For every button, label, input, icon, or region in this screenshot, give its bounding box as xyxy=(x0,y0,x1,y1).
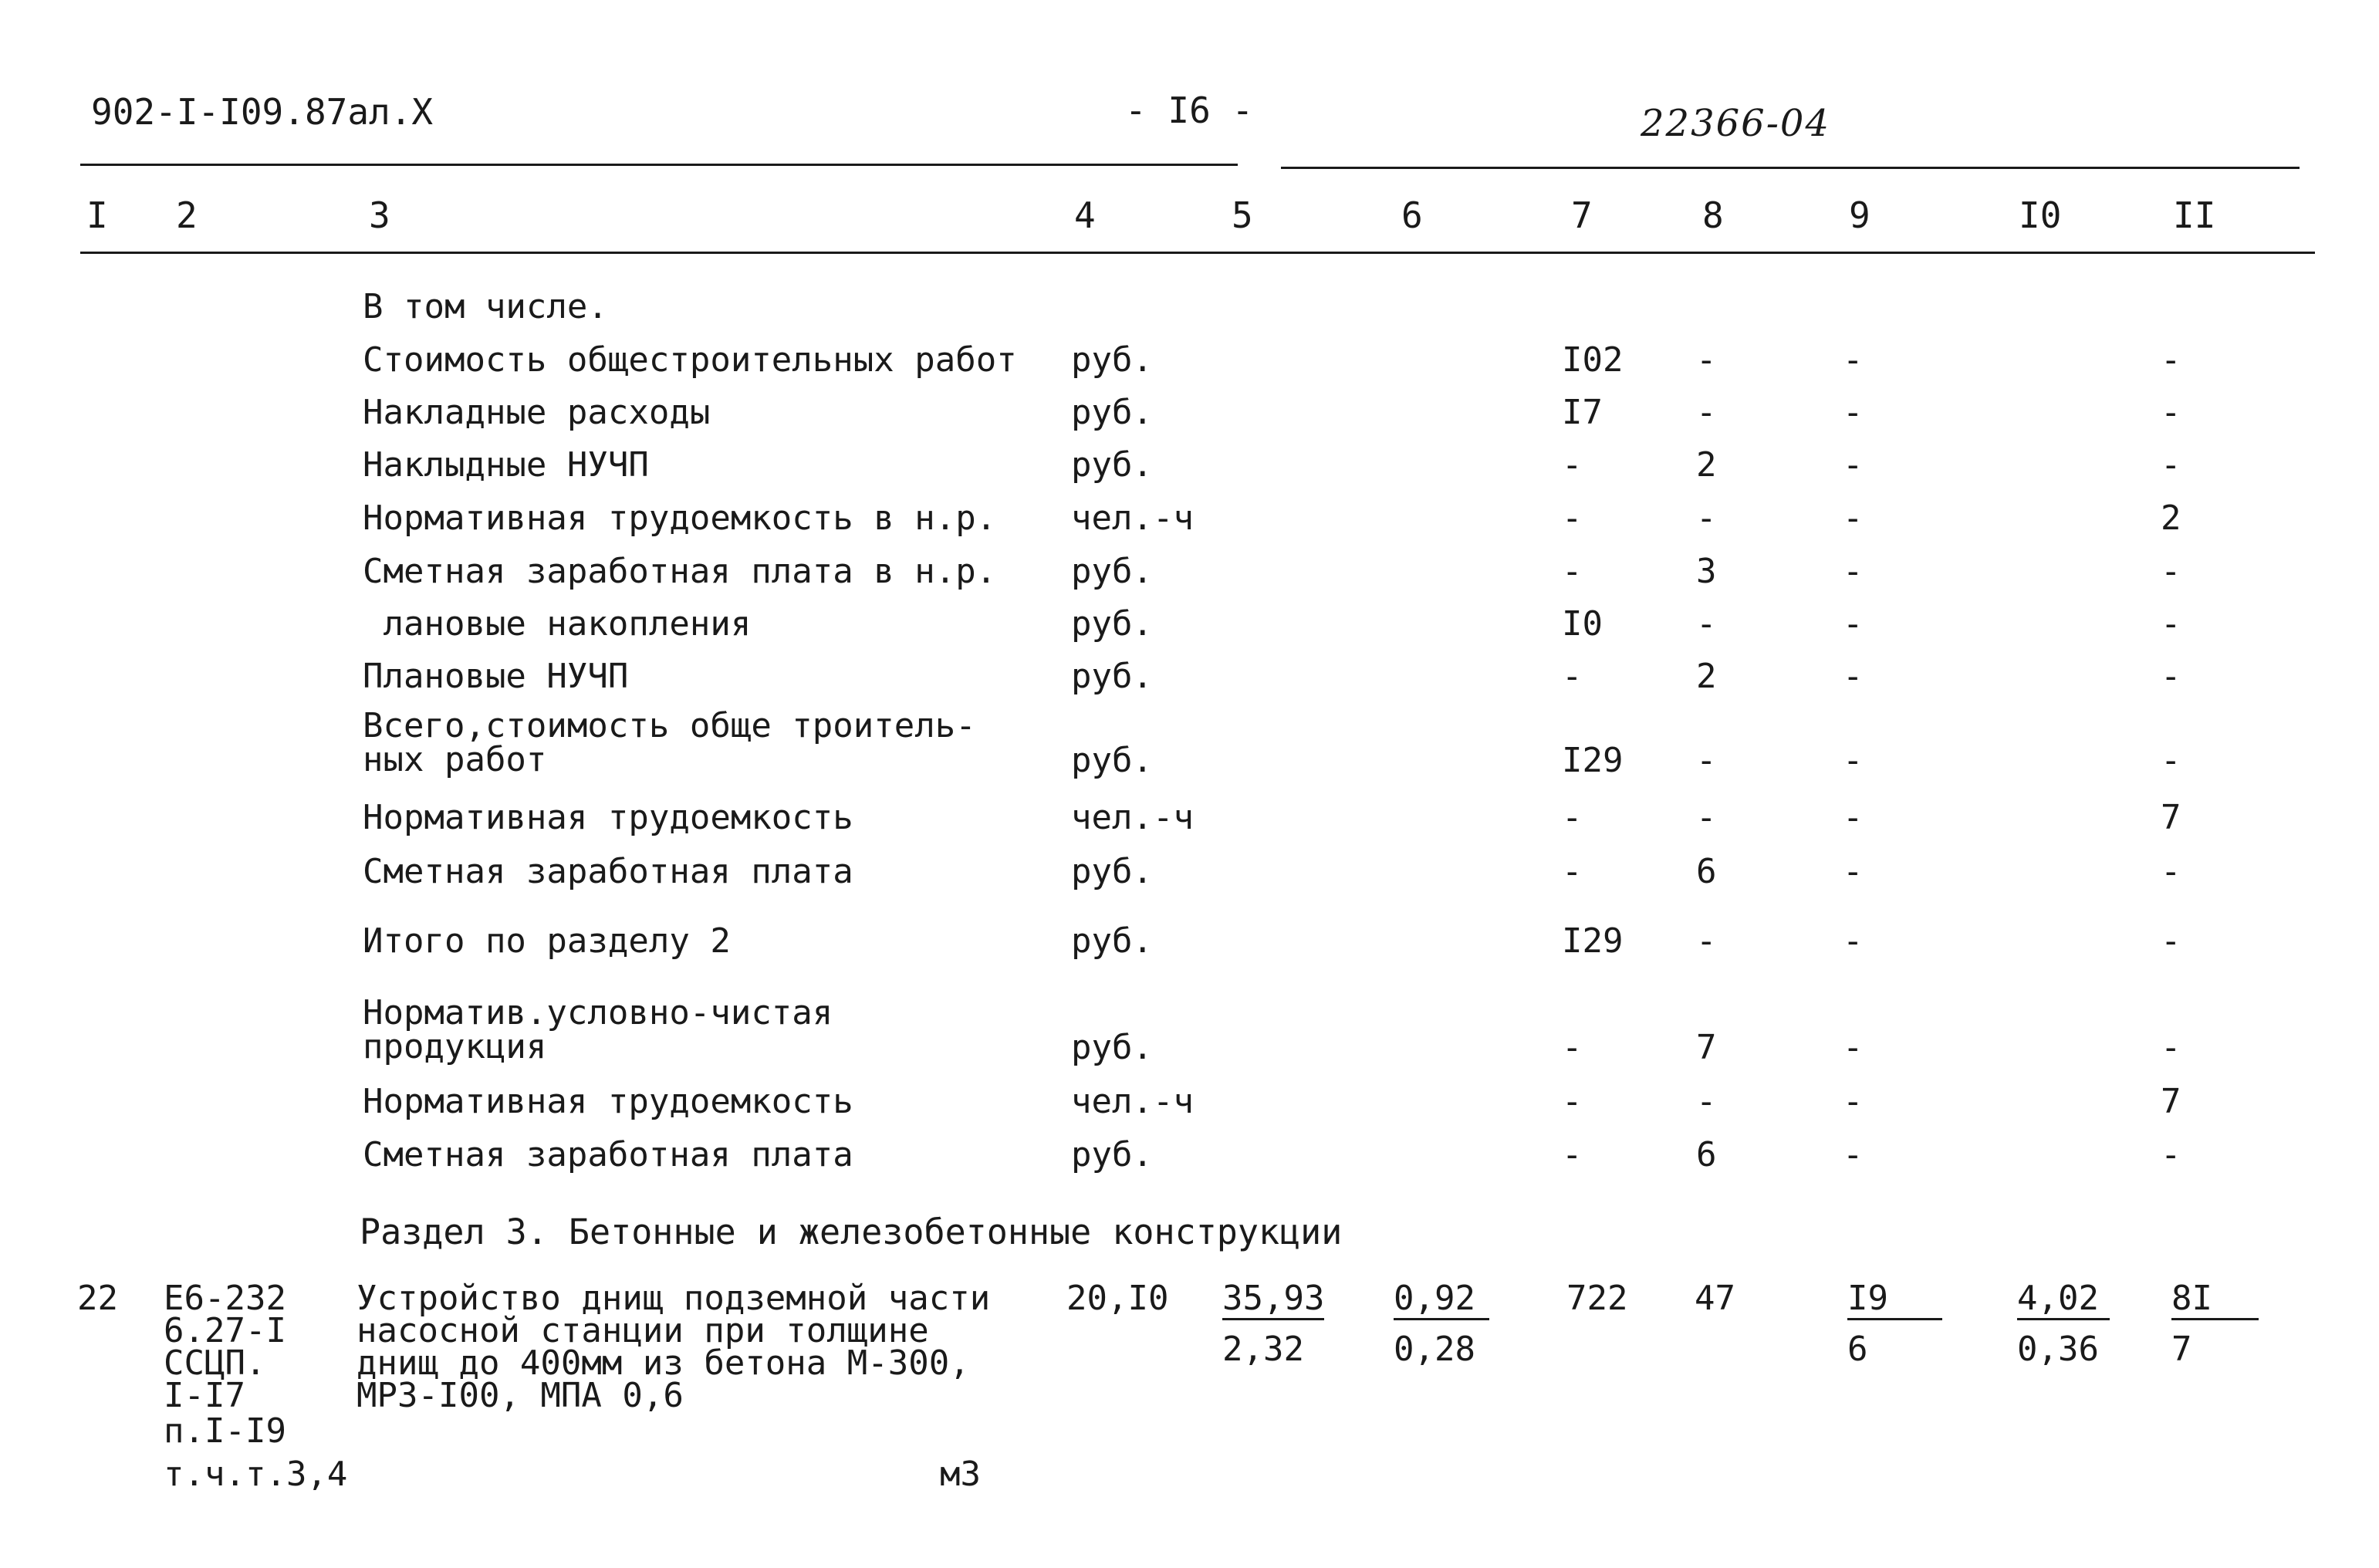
col-header-7: 7 xyxy=(1571,194,1593,236)
position-col8: 47 xyxy=(1695,1279,1735,1318)
position-col5-bottom: 2,32 xyxy=(1222,1330,1304,1369)
row-col7: - xyxy=(1562,445,1583,485)
row-col9: - xyxy=(1843,1135,1864,1174)
row-col11: - xyxy=(2161,604,2181,644)
position-col9-top: I9 xyxy=(1847,1281,1942,1320)
table-row xyxy=(0,849,2379,895)
row-col9: - xyxy=(1843,393,1864,432)
position-code-line: п.I-I9 xyxy=(164,1411,286,1451)
position-description-line: МРЗ-I00, МПА 0,6 xyxy=(357,1376,684,1415)
row-col9: - xyxy=(1843,1082,1864,1121)
position-code-line: т.ч.т.3,4 xyxy=(164,1455,348,1494)
row-col11: - xyxy=(2161,741,2181,780)
col-header-11: II xyxy=(2173,194,2216,236)
position-unit: м3 xyxy=(940,1455,981,1494)
table-row xyxy=(0,1132,2379,1178)
position-col11-bottom: 7 xyxy=(2171,1330,2192,1369)
table-row xyxy=(0,601,2379,647)
row-unit: чел.-ч xyxy=(1071,798,1194,837)
row-col11: 2 xyxy=(2161,498,2181,538)
row-col8: - xyxy=(1696,921,1717,961)
row-col7: - xyxy=(1562,798,1583,837)
row-name: Накладные расходы xyxy=(363,393,711,432)
page-number: - I6 - xyxy=(1125,90,1254,131)
row-col9: - xyxy=(1843,552,1864,591)
table-row xyxy=(0,708,2379,793)
row-col11: - xyxy=(2161,1135,2181,1174)
position-code-line: I-I7 xyxy=(164,1376,245,1415)
col-header-2: 2 xyxy=(176,194,198,236)
position-col10-bottom: 0,36 xyxy=(2017,1330,2099,1369)
top-rule-left xyxy=(80,164,1238,166)
row-col8: 2 xyxy=(1696,657,1717,696)
row-col11: - xyxy=(2161,852,2181,891)
row-col8: 6 xyxy=(1696,852,1717,891)
row-col9: - xyxy=(1843,498,1864,538)
row-unit: руб. xyxy=(1071,552,1153,591)
position-col11-top: 8I xyxy=(2171,1281,2259,1320)
row-name: Сметная заработная плата xyxy=(363,1135,853,1174)
table-row xyxy=(0,995,2379,1080)
row-unit: руб. xyxy=(1071,741,1153,780)
row-col8: 3 xyxy=(1696,552,1717,591)
col-header-5: 5 xyxy=(1232,194,1253,236)
row-name: Итого по разделу 2 xyxy=(363,921,731,961)
col-header-4: 4 xyxy=(1074,194,1096,236)
row-col9: - xyxy=(1843,445,1864,485)
col-header-6: 6 xyxy=(1401,194,1423,236)
row-col11: - xyxy=(2161,552,2181,591)
row-name: Нормативная трудоемкость в н.р. xyxy=(363,498,997,538)
row-col9: - xyxy=(1843,921,1864,961)
header-bottom-rule xyxy=(80,252,2315,254)
col-header-1: I xyxy=(86,194,108,236)
table-row xyxy=(0,442,2379,488)
row-col8: - xyxy=(1696,340,1717,380)
row-col8: 2 xyxy=(1696,445,1717,485)
row-unit: руб. xyxy=(1071,445,1153,485)
row-col9: - xyxy=(1843,798,1864,837)
position-col10-top: 4,02 xyxy=(2017,1281,2110,1320)
position-quantity: 20,I0 xyxy=(1066,1279,1169,1318)
row-name: Норматив.условно-чистая xyxy=(363,993,833,1032)
table-row xyxy=(0,337,2379,384)
row-unit: руб. xyxy=(1071,604,1153,644)
table-row xyxy=(0,1079,2379,1125)
position-description-line: днищ до 400мм из бетона М-300, xyxy=(357,1343,970,1383)
row-unit: руб. xyxy=(1071,340,1153,380)
row-name: лановые накопления xyxy=(363,604,752,644)
table-row xyxy=(0,549,2379,595)
row-name: Плановые НУЧП xyxy=(363,657,629,696)
row-unit: руб. xyxy=(1071,393,1153,432)
row-col7: I0 xyxy=(1562,604,1603,644)
handwritten-number: 22366-04 xyxy=(1641,102,1830,145)
row-unit: руб. xyxy=(1071,852,1153,891)
row-col11: - xyxy=(2161,340,2181,380)
row-name: Нормативная трудоемкость xyxy=(363,1082,853,1121)
table-row xyxy=(0,654,2379,700)
row-col9: - xyxy=(1843,604,1864,644)
row-unit: руб. xyxy=(1071,657,1153,696)
table-row xyxy=(0,495,2379,542)
row-col11: 7 xyxy=(2161,798,2181,837)
row-name: Всего,стоимость обще троитель- xyxy=(363,706,976,745)
row-col7: - xyxy=(1562,1135,1583,1174)
row-name: Стоимость общестроительных работ xyxy=(363,340,1017,380)
row-col7: - xyxy=(1562,657,1583,696)
row-col7: I7 xyxy=(1562,393,1603,432)
row-col7: I29 xyxy=(1562,741,1624,780)
row-col9: - xyxy=(1843,852,1864,891)
position-code-line: ССЦП. xyxy=(164,1343,266,1383)
row-name: Сметная заработная плата в н.р. xyxy=(363,552,997,591)
row-col11: - xyxy=(2161,393,2181,432)
col-header-9: 9 xyxy=(1849,194,1870,236)
row-unit: руб. xyxy=(1071,1028,1153,1067)
row-col8: - xyxy=(1696,498,1717,538)
row-col8: - xyxy=(1696,1082,1717,1121)
row-col7: I29 xyxy=(1562,921,1624,961)
row-name-cont: ных работ xyxy=(363,740,547,779)
position-description-line: насосной станции при толщине xyxy=(357,1311,929,1350)
col-header-10: I0 xyxy=(2019,194,2062,236)
section-title: Раздел 3. Бетонные и железобетонные конструкции xyxy=(360,1211,1343,1252)
position-col5-top: 35,93 xyxy=(1222,1281,1324,1320)
row-col11: - xyxy=(2161,657,2181,696)
row-col9: - xyxy=(1843,741,1864,780)
row-unit: руб. xyxy=(1071,1135,1153,1174)
row-col8: - xyxy=(1696,604,1717,644)
row-name: В том числе. xyxy=(363,287,608,326)
position-col9-bottom: 6 xyxy=(1847,1330,1868,1369)
row-col7: - xyxy=(1562,1082,1583,1121)
row-col7: - xyxy=(1562,498,1583,538)
row-col9: - xyxy=(1843,657,1864,696)
row-unit: чел.-ч xyxy=(1071,1082,1194,1121)
row-col9: - xyxy=(1843,340,1864,380)
row-col8: - xyxy=(1696,393,1717,432)
doc-code: 902-I-I09.87ал.X xyxy=(91,91,434,133)
row-name-cont: продукция xyxy=(363,1027,547,1066)
row-name: Наклыдные НУЧП xyxy=(363,445,649,485)
row-col7: - xyxy=(1562,852,1583,891)
position-description-line: Устройство днищ подземной части xyxy=(357,1279,991,1318)
row-col8: 6 xyxy=(1696,1135,1717,1174)
row-col11: - xyxy=(2161,1028,2181,1067)
row-col7: - xyxy=(1562,1028,1583,1067)
table-row xyxy=(0,795,2379,841)
table-row xyxy=(0,390,2379,436)
col-header-8: 8 xyxy=(1702,194,1724,236)
row-col9: - xyxy=(1843,1028,1864,1067)
position-code-line: Е6-232 xyxy=(164,1279,286,1318)
row-col8: - xyxy=(1696,798,1717,837)
row-col11: - xyxy=(2161,445,2181,485)
position-code-line: 6.27-I xyxy=(164,1311,286,1350)
row-col11: - xyxy=(2161,921,2181,961)
position-col7: 722 xyxy=(1566,1279,1628,1318)
row-unit: руб. xyxy=(1071,921,1153,961)
position-col6-top: 0,92 xyxy=(1394,1281,1489,1320)
row-col8: 7 xyxy=(1696,1028,1717,1067)
position-number: 22 xyxy=(77,1279,118,1318)
row-name: Сметная заработная плата xyxy=(363,852,853,891)
col-header-3: 3 xyxy=(369,194,390,236)
row-name: Нормативная трудоемкость xyxy=(363,798,853,837)
row-unit: чел.-ч xyxy=(1071,498,1194,538)
table-row xyxy=(0,918,2379,965)
row-col8: - xyxy=(1696,741,1717,780)
row-col7: - xyxy=(1562,552,1583,591)
row-col7: I02 xyxy=(1562,340,1624,380)
position-col6-bottom: 0,28 xyxy=(1394,1330,1475,1369)
row-col11: 7 xyxy=(2161,1082,2181,1121)
table-row xyxy=(0,284,2379,330)
top-rule-right xyxy=(1281,167,2300,169)
